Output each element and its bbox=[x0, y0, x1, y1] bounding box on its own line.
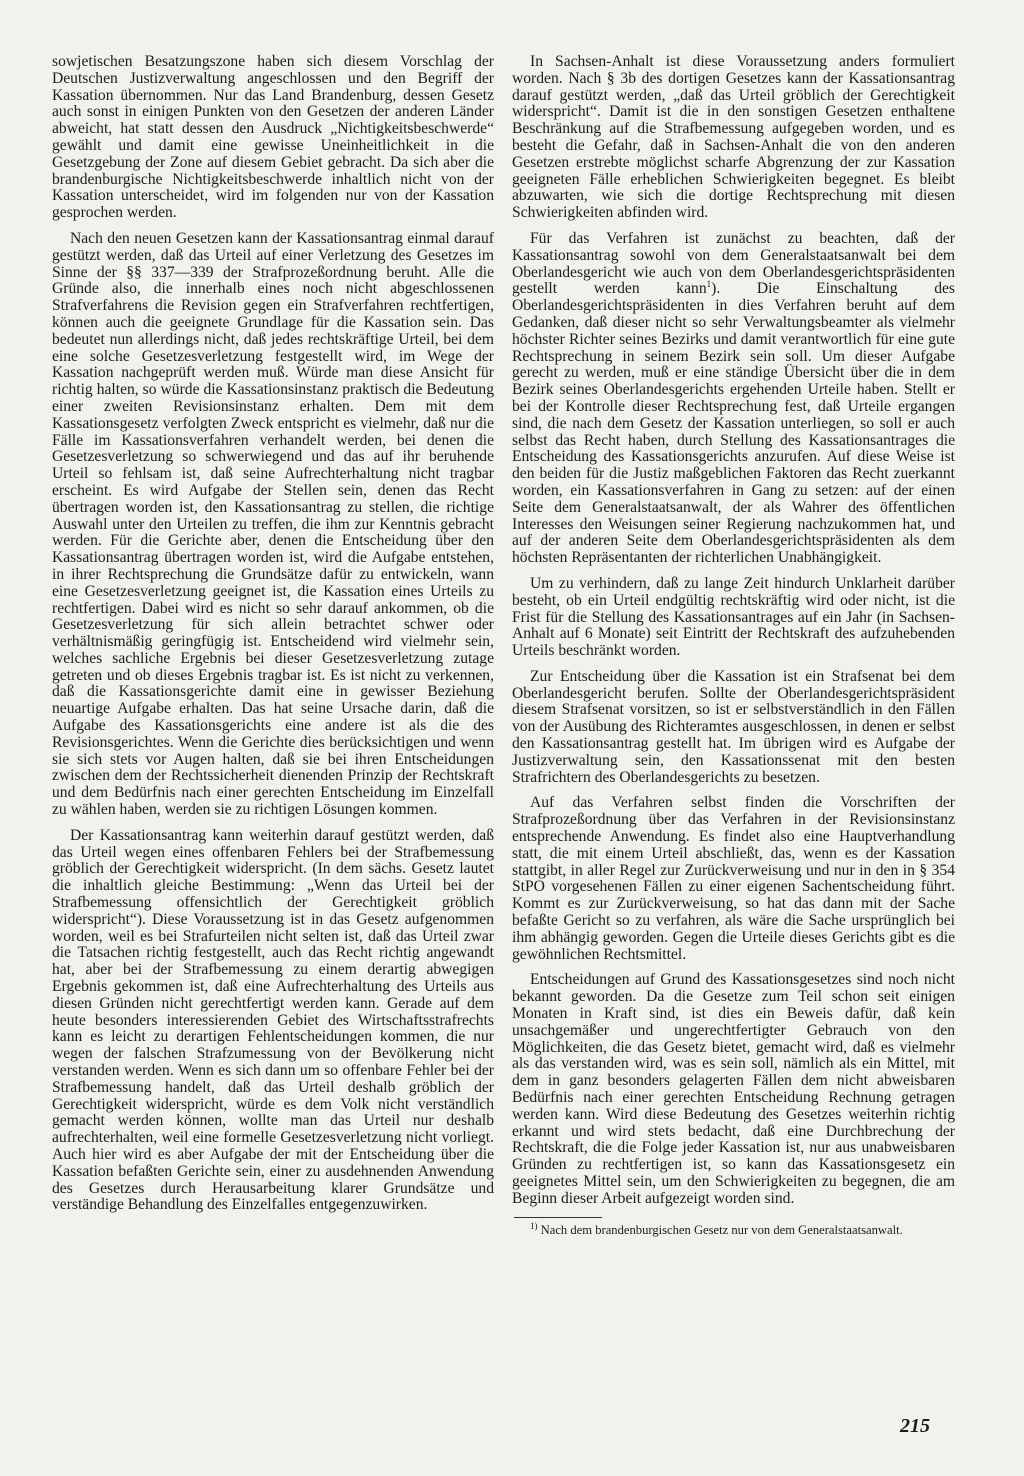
paragraph: In Sachsen-Anhalt ist diese Voraussetzung anders formuliert worden. Nach § 3b des dortigen Gesetzes kann der Kassationsantrag darauf gestützt werden, „daß das Urteil gröblich der Gerechtigkeit widerspricht“. Damit ist die in den sonstigen Gesetzen enthaltene Beschränkung auf die Strafbemessung aufgegeben worden, und es besteht die Gefahr, daß in Sachsen-Anhalt die von den anderen Gesetzen erstrebte möglichst scharfe Abgrenzung der zur Kassation geeigneten Fälle erheblichen Schwierigkeiten begegnet. Es bleibt abzuwarten, wie sich die dortige Rechtsprechung mit diesen Schwierigkeiten abfinden wird. bbox=[512, 53, 955, 222]
footnote bbox=[512, 1220, 955, 1238]
paragraph: Zur Entscheidung über die Kassation ist ein Strafsenat bei dem Oberlandesgericht berufen. Sollte der Oberlandesgerichtspräsident diesem Strafsenat vorsitzen, so ist er selbstverständlich in den Fällen von der Ausübung des Richteramtes ausgeschlossen, in denen er selbst den Kassationsantrag gestellt hat. Im übrigen wird es Aufgabe der Justizverwaltung sein, den Kassationssenat mit den besten Strafrichtern des Oberlandesgerichts zu besetzen. bbox=[512, 667, 955, 786]
footnote-divider bbox=[514, 1217, 602, 1218]
paragraph: sowjetischen Besatzungszone haben sich diesem Vorschlag der Deutschen Justizverwaltung angeschlossen und den Begriff der Kassation übernommen. Nur das Land Brandenburg, dessen Gesetz auch sonst in einigen Punkten von den Gesetzen der anderen Länder abweicht, hat statt dessen den Ausdruck „Nichtigkeitsbeschwerde“ gewählt und damit eine gewisse Uneinheitlichkeit in die Gesetzgebung der Zone auf diesem Gebiet gebracht. Da sich aber die brandenburgische Nichtigkeitsbeschwerde inhaltlich nicht von der Kassation unterscheidet, wird im folgenden nur von der Kassation gesprochen werden. bbox=[52, 53, 494, 222]
paragraph: Entscheidungen auf Grund des Kassationsgesetzes sind noch nicht bekannt geworden. Da die Gesetze zum Teil schon seit einigen Monaten in Kraft sind, ist dies ein Beweis dafür, daß kein unsachgemäßer und ungerechtfertigter Gebrauch von den Möglichkeiten, die das Gesetz bietet, gemacht wird, daß es vielmehr als das verstanden wird, was es sein soll, nämlich als ein Mittel, mit dem in ganz besonders gelagerten Fällen dem nicht abweisbaren Bedürfnis nach einer gerechten Entscheidung Rechnung getragen werden kann. Wird diese Bedeutung des Gesetzes weiterhin richtig erkannt und wird stets bedacht, daß eine Durchbrechung der Rechtskraft, die die Folge jeder Kassation ist, nur aus unabweisbaren Gründen zu rechtfertigen ist, so kann das Kassationsgesetz ein geeignetes Mittel sein, um den Schwierigkeiten zu begegnen, die am Beginn dieser Arbeit aufgezeigt worden sind. bbox=[512, 971, 955, 1207]
footnote-marker: 1) bbox=[530, 1220, 538, 1231]
paragraph bbox=[512, 231, 955, 567]
paragraph: Um zu verhindern, daß zu lange Zeit hindurch Unklarheit darüber besteht, ob ein Urteil endgültig rechtskräftig wird oder nicht, ist die Frist für die Stellung des Kassationsantrages auf ein Jahr (in Sachsen-Anhalt auf 6 Monate) seit Eintritt der Rechtskraft des aufzuhebenden Urteils beschränkt worden. bbox=[512, 574, 955, 660]
paragraph-text: ). Die Einschaltung des Oberlandesgerichtspräsidenten in dies Verfahren beruht auf dem Gedanken, daß dieser nicht so sehr Verwaltungsbeamter als vielmehr höchster Richter seines Bezirks und damit verantwortlich für eine gute Rechtsprechung in seinem Bezirk sein soll. Um dieser Aufgabe gerecht zu werden, muß er eine ständige Übersicht über die in dem Bezirk seines Oberlandesgerichts ergehenden Urteile haben. Stellt er bei der Kontrolle dieser Rechtsprechung fest, daß Urteile ergangen sind, die nach dem Gesetz der Kassation unterliegen, so soll er auch selbst das Recht haben, durch Stellung des Kassationsantrages die Entscheidung des Kassationsgerichts anzurufen. Auf diese Weise ist den beiden für die Justiz maßgeblichen Faktoren das Recht zuerkannt worden, ein Kassationsverfahren in Gang zu setzen: auf der einen Seite dem Generalstaatsanwalt, der als Wahrer des öffentlichen Interesses den Weisungen seiner Regierung nachzukommen hat, und auf der anderen Seite dem Oberlandesgerichtspräsidenten als dem höchsten Repräsentanten der richterlichen Unabhängigkeit. bbox=[512, 280, 955, 567]
page-number: 215 bbox=[900, 1415, 930, 1437]
left-text-column bbox=[52, 54, 494, 1223]
right-text-column bbox=[512, 54, 955, 1246]
footnote-text: Nach dem brandenburgischen Gesetz nur von dem Generalstaatsanwalt. bbox=[540, 1222, 903, 1237]
paragraph: Nach den neuen Gesetzen kann der Kassationsantrag einmal darauf gestützt werden, daß das Urteil auf einer Verletzung des Gesetzes im Sinne der §§ 337—339 der Strafprozeßordnung beruht. Alle die Gründe also, die innerhalb eines noch nicht abgeschlossenen Strafverfahrens die Revision gegen ein Strafverfahren rechtfertigen, können auch die geeignete Grundlage für die Kassation sein. Das bedeutet nun allerdings nicht, daß jedes rechtskräftige Urteil, bei dem eine solche Gesetzesverletzung festgestellt wird, im Wege der Kassation nachgeprüft werden muß. Würde man diese Ansicht für richtig halten, so würde die Kassationsinstanz praktisch die Bedeutung einer zweiten Revisionsinstanz erhalten. Dem mit dem Kassationsgesetz verfolgten Zweck entspricht es vielmehr, daß nur die Fälle im Kassationsverfahren verhandelt werden, bei denen die Gesetzesverletzung so schwerwiegend und das auf ihr beruhende Urteil so fehlsam ist, daß seine Aufrechterhaltung nicht tragbar erscheint. Es wird Aufgabe der Stellen sein, denen das Recht übertragen worden ist, den Kassationsantrag zu stellen, die richtige Auswahl unter den Urteilen zu treffen, die ihm zur Kenntnis gebracht werden. Für die Gerichte aber, denen die Entscheidung über den Kassationsantrag übertragen worden ist, wird die Aufgabe entstehen, in ihrer Rechtsprechung die Grundsätze dafür zu entwickeln, wann eine Gesetzesverletzung geeignet ist, die Kassation eines Urteils zu rechtfertigen. Dabei wird es nicht so sehr darauf ankommen, ob die Gesetzesverletzung für sich allein betrachtet schwer oder verhältnismäßig geringfügig ist. Entscheidend wird vielmehr sein, welches sachliche Ergebnis bei dieser Gesetzesverletzung zutage getreten und ob dieses Ergebnis tragbar ist. Es ist nicht zu verkennen, daß die Kassationsgerichte damit eine in gewisser Beziehung neuartige Aufgabe erhalten. Das hat seine Ursache darin, daß die Aufgabe des Kassationsgerichts eine andere ist als die des Revisionsgerichtes. Wenn die Gerichte dies berücksichtigen und wenn sie sich stets vor Augen halten, daß sie bei ihren Entscheidungen zwischen dem der Rechtssicherheit dienenden Prinzip der Rechtskraft und dem Bedürfnis nach einer gerechten Entscheidung im Einzelfall zu wählen haben, werden sie zu richtigen Lösungen kommen. bbox=[52, 229, 494, 819]
footnote-reference: 1 bbox=[706, 279, 712, 290]
paragraph: Der Kassationsantrag kann weiterhin darauf gestützt werden, daß das Urteil wegen eines offenbaren Fehlers bei der Strafbemessung gröblich der Gerechtigkeit widerspricht. (In dem sächs. Gesetz lautet die inhaltlich gleiche Bestimmung: „Wenn das Urteil bei der Strafbemessung offensichtlich der Gerechtigkeit gröblich widerspricht“). Diese Voraussetzung ist in das Gesetz aufgenommen worden, weil es bei Strafurteilen nicht selten ist, daß das Urteil zwar die Tatsachen richtig festgestellt, auch das Recht richtig angewandt hat, aber bei der Strafbemessung zu einem derartig abwegigen Ergebnis gekommen ist, daß eine Aufrechterhaltung des Urteils aus diesen Gründen nicht gerechtfertigt werden kann. Gerade auf dem heute besonders interessierenden Gebiet des Wirtschaftsstrafrechts kann es leicht zu derartigen Fehlentscheidungen kommen, die nur wegen der falschen Strafzumessung von der Bevölkerung nicht verstanden werden. Wenn es sich dann um so offenbare Fehler bei der Strafbemessung handelt, daß das Urteil deshalb gröblich der Gerechtigkeit widerspricht, würde es dem Volk nicht verständlich gemacht werden können, wollte man das Urteil nur deshalb aufrechterhalten, weil eine formelle Gesetzesverletzung nicht vorliegt. Auch hier wird es aber Aufgabe der mit der Entscheidung über die Kassation befaßten Gerichte sein, einer zu ausdehnenden Anwendung des Gesetzes durch Herausarbeitung klarer Grundsätze und verständige Behandlung des Einzelfalles entgegenzuwirken. bbox=[52, 826, 494, 1214]
paragraph-text: Für das Verfahren ist zunächst zu beachten, daß der Kassationsantrag sowohl von dem Generalstaatsanwalt bei dem Oberlandesgericht wie auch von dem Oberlandesgerichtspräsidenten gestellt werden kann bbox=[512, 229, 955, 298]
paragraph: Auf das Verfahren selbst finden die Vorschriften der Strafprozeßordnung über das Verfahren in der Revisionsinstanz entsprechende Anwendung. Es findet also eine Hauptverhandlung statt, die mit einem Urteil abschließt, das, wenn es der Kassation stattgibt, in aller Regel zur Zurückverweisung und nur in den in § 354 StPO vorgesehenen Fällen zu einer eigenen Sachentscheidung führt. Kommt es zur Zurückverweisung, so hat das dann mit der Sache befaßte Gericht so zu verfahren, als wäre die Sache ursprünglich bei ihm abhängig geworden. Gegen die Urteile dieses Gerichts gibt es die gewöhnlichen Rechtsmittel. bbox=[512, 794, 955, 963]
